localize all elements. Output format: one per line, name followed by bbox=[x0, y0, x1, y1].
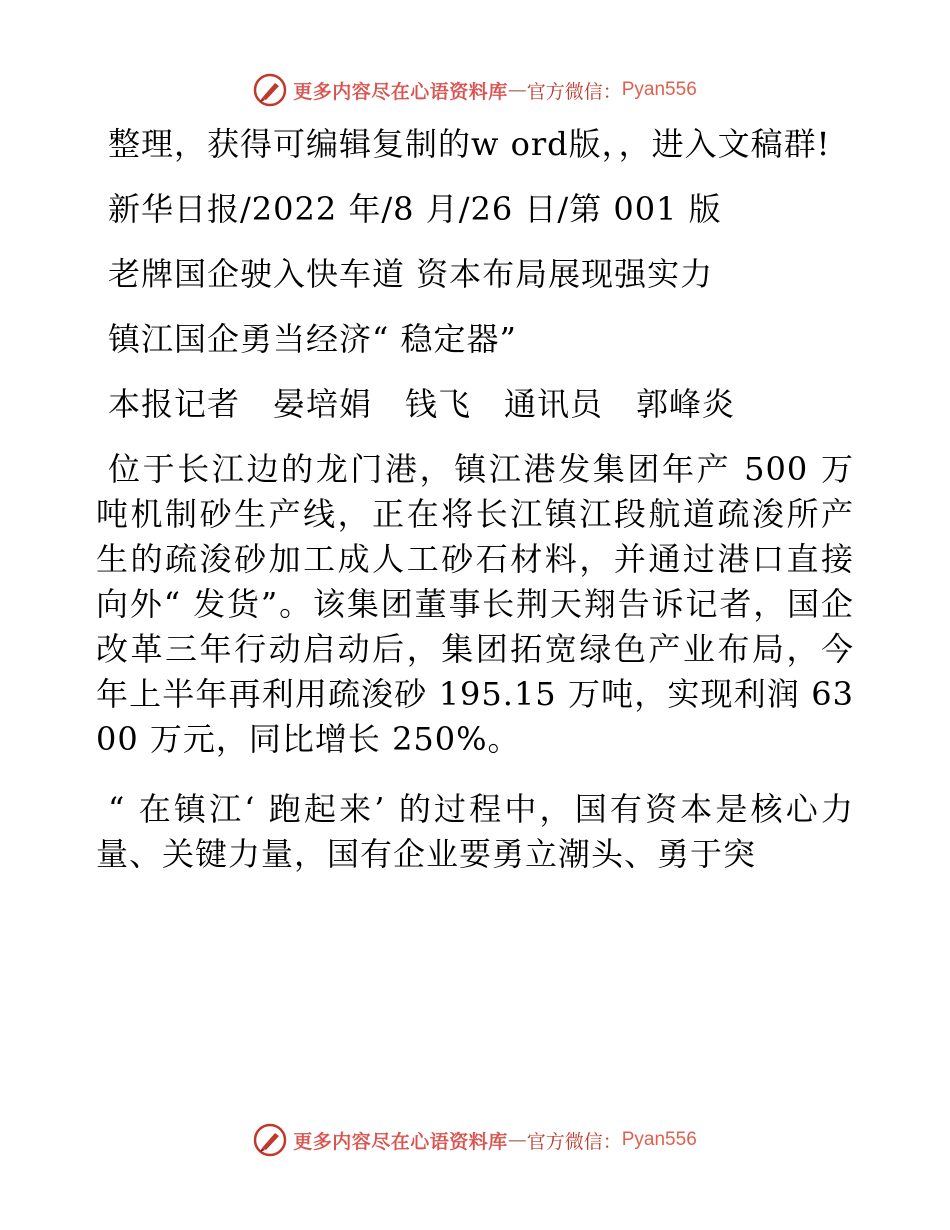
document-body bbox=[96, 122, 854, 902]
footer-watermark bbox=[0, 1120, 950, 1160]
watermark-wechat-id: Pyan556 bbox=[621, 79, 697, 100]
source-line: 新华日报/2022 年/8 月/26 日/第 001 版 bbox=[108, 190, 722, 228]
watermark-separator: — bbox=[507, 79, 527, 101]
watermark-label: 官方微信： bbox=[526, 80, 622, 103]
intro-text: 整理，获得可编辑复制的w ord版，，进入文稿群! bbox=[108, 125, 831, 163]
watermark-wechat-id: Pyan556 bbox=[621, 1129, 697, 1150]
reporters-line: 本报记者 晏培娟 钱飞 通讯员 郭峰炎 bbox=[108, 385, 736, 423]
watermark-site: 更多内容尽在心语资料库 bbox=[293, 1130, 508, 1153]
headline: 老牌国企驶入快车道 资本布局展现强实力 bbox=[108, 255, 714, 293]
header-watermark bbox=[0, 70, 950, 110]
body-paragraph-2: “ 在镇江‘ 跑起来’ 的过程中，国有资本是核心力量、关键力量，国有企业要勇立潮头、勇于突 bbox=[96, 790, 854, 873]
body-paragraph-1: 位于长江边的龙门港，镇江港发集团年产 500 万吨机制砂生产线，正在将长江镇江段航道疏浚所产生的疏浚砂加工成人工砂石材料，并通过港口直接向外“ 发货”。该集团董事长荆天翔告诉记者，国企改革三年行动启动后，集团拓宽绿色产业布局，今年上半年再利用疏浚砂 195.15 万吨，实现利润 6300 万元，同比增长 250%。 bbox=[96, 450, 854, 758]
pen-logo-icon bbox=[253, 1123, 287, 1157]
watermark-separator: — bbox=[507, 1129, 527, 1151]
subheadline: 镇江国企勇当经济“ 稳定器” bbox=[108, 320, 517, 358]
pen-logo-icon bbox=[253, 73, 287, 107]
watermark-site: 更多内容尽在心语资料库 bbox=[293, 80, 508, 103]
watermark-label: 官方微信： bbox=[526, 1130, 622, 1153]
